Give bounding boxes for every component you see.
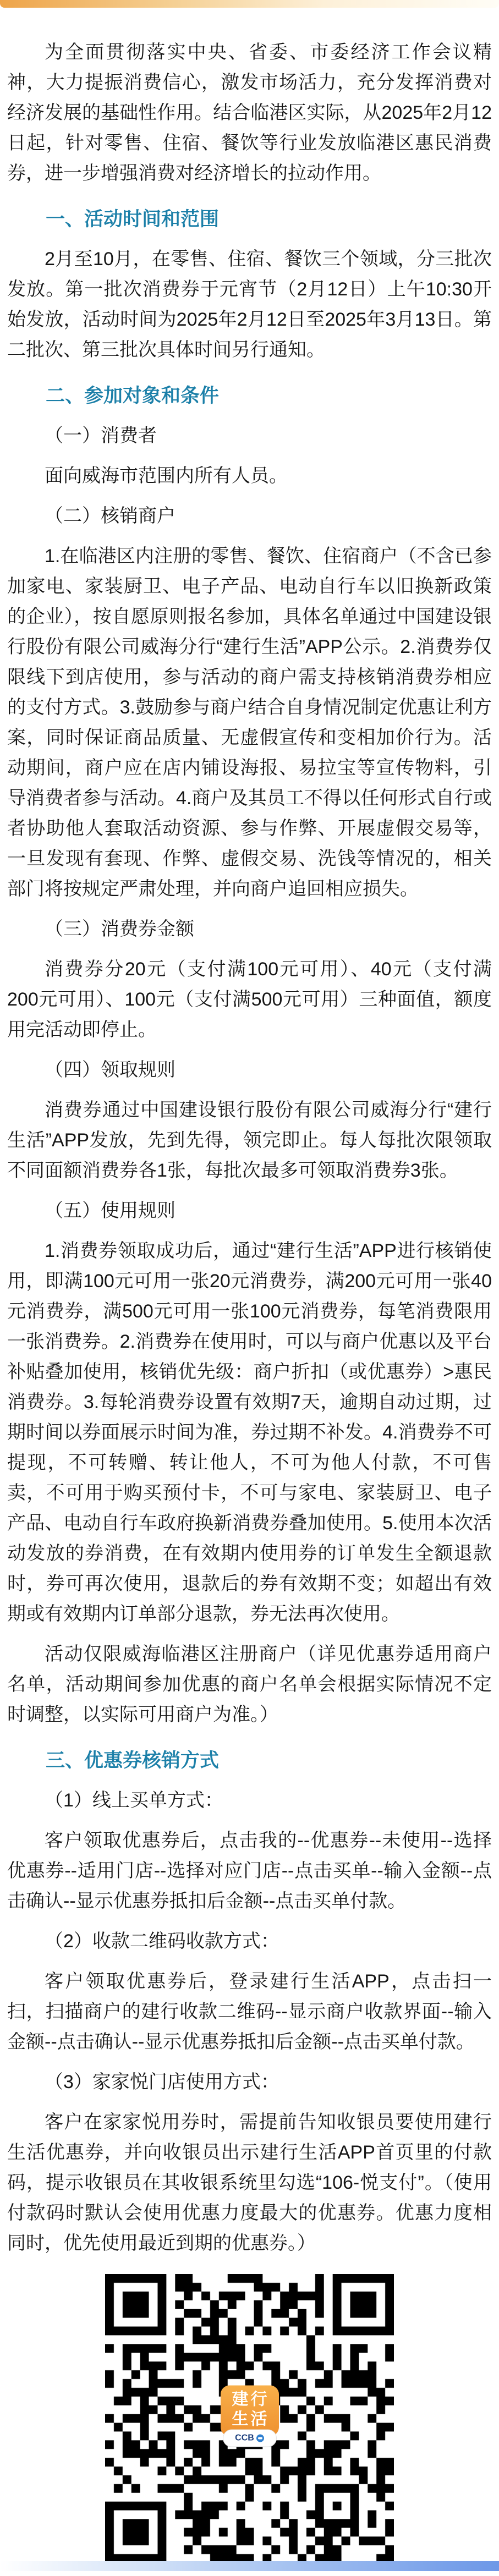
subheading-usage-rules: （五）使用规则: [45, 1200, 176, 1221]
voucher-amount-paragraph: 消费券分20元（支付满100元可用）、40元（支付满200元可用）、100元（支付满500元可用）三种面值，额度用完活动即停止。: [7, 959, 492, 1040]
subheading-online-pay: （1）线上买单方式：: [45, 1790, 223, 1811]
top-gradient-band: [0, 0, 499, 8]
section-1-heading: 一、活动时间和范围: [46, 208, 220, 230]
qr-collect-paragraph: 客户领取优惠券后，登录建行生活APP，点击扫一扫，扫描商户的建行收款二维码--显示商户收款界面--输入金额--点击确认--显示优惠券抵扣后金额--点击买单付款。: [7, 1971, 492, 2052]
ccb-badge: [223, 2429, 277, 2447]
consumers-paragraph: 面向威海市范围内所有人员。: [45, 465, 288, 486]
section-2-heading: 二、参加对象和条件: [46, 385, 220, 407]
claim-rules-paragraph: 消费券通过中国建设银行股份有限公司威海分行“建行生活”APP发放，先到先得，领完即止。每人每批次限领取不同面额消费券各1张，每批次最多可领取消费券3张。: [7, 1100, 492, 1181]
document-body: [0, 8, 499, 2563]
section-3-heading: 三、优惠券核销方式: [46, 1750, 220, 1771]
qr-code: [105, 2274, 394, 2563]
ccb-life-logo: [221, 2385, 279, 2447]
subheading-voucher-amount: （三）消费券金额: [45, 919, 194, 940]
subheading-consumers: （一）消费者: [45, 425, 157, 446]
subheading-qr-collect: （2）收款二维码收款方式：: [45, 1931, 279, 1952]
online-pay-paragraph: 客户领取优惠券后，点击我的--优惠券--未使用--选择优惠券--适用门店--选择对应门店--点击买单--输入金额--点击确认--显示优惠券抵扣后金额--点击买单付款。: [7, 1830, 492, 1912]
merchants-paragraph: 1.在临港区内注册的零售、餐饮、住宿商户（不含已参加家电、家装厨卫、电子产品、电动自行车以旧换新政策的企业），按自愿原则报名参加，具体名单通过中国建设银行股份有限公司威海分行“建行生活”APP公示。2.消费券仅限线下到店使用，参与活动的商户需支持核销消费券相应的支付方式。3.鼓励参与商户结合自身情况制定优惠让利方案，同时保证商品质量、无虚假宣传和变相加价行为。活动期间，商户应在店内铺设海报、易拉宝等宣传物料，引导消费者参与活动。4.商户及其员工不得以任何形式自行或者协助他人套取活动资源、参与作弊、开展虚假交易等，一旦发现有套现、作弊、虚假交易、洗钱等情况的，相关部门将按规定严肃处理，并向商户追回相应损失。: [7, 546, 492, 899]
subheading-merchants: （二）核销商户: [45, 506, 176, 526]
logo-text-line2: 生活: [232, 2410, 270, 2429]
ccb-badge-text: CCB: [235, 2433, 254, 2443]
subheading-jiajiayue: （3）家家悦门店使用方式：: [45, 2072, 279, 2092]
logo-text-line1: 建行: [232, 2390, 270, 2409]
subheading-claim-rules: （四）领取规则: [45, 1059, 176, 1080]
section-1-paragraph: 2月至10月，在零售、住宿、餐饮三个领域，分三批次发放。第一批次消费券于元宵节（2月12日）上午10:30开始发放，活动时间为2025年2月12日至2025年3月13日。第二批次、第三批次具体时间另行通知。: [7, 249, 492, 360]
merchant-scope-paragraph: 活动仅限威海临港区注册商户（详见优惠券适用商户名单，活动期间参加优惠的商户名单会根据实际情况不定时调整，以实际可用商户为准。）: [7, 1644, 492, 1725]
ccb-logo-icon: [256, 2434, 264, 2442]
intro-paragraph: 为全面贯彻落实中央、省委、市委经济工作会议精神，大力提振消费信心，激发市场活力，充分发挥消费对经济发展的基础性作用。结合临港区实际，从2025年2月12日起，针对零售、住宿、餐饮等行业发放临港区惠民消费券，进一步增强消费对经济增长的拉动作用。: [7, 42, 492, 184]
bottom-gradient-band: [0, 2561, 499, 2571]
jiajiayue-paragraph: 客户在家家悦用券时，需提前告知收银员要使用建行生活优惠券，并向收银员出示建行生活APP首页里的付款码，提示收银员在其收银系统里勾选“106-悦支付”。（使用付款码时默认会使用优惠力度最大的优惠券。优惠力度相同时，优先使用最近到期的优惠券。）: [7, 2112, 492, 2254]
usage-rules-paragraph: 1.消费券领取成功后，通过“建行生活”APP进行核销使用，即满100元可用一张20元消费券，满200元可用一张40元消费券，满500元可用一张100元消费券，每笔消费限用一张消费券。2.消费券在使用时，可以与商户优惠以及平台补贴叠加使用，核销优先级：商户折扣（或优惠券）>惠民消费券。3.每轮消费券设置有效期7天，逾期自动过期，过期时间以券面展示时间为准，券过期不补发。4.消费券不可提现，不可转赠、转让他人，不可为他人付款，不可售卖，不可用于购买预付卡，不可与家电、家装厨卫、电子产品、电动自行车政府换新消费券叠加使用。5.使用本次活动发放的券消费，在有效期内使用券的订单发生全额退款时，券可再次使用，退款后的券有效期不变；如超出有效期或有效期内订单部分退款，券无法再次使用。: [7, 1240, 492, 1624]
